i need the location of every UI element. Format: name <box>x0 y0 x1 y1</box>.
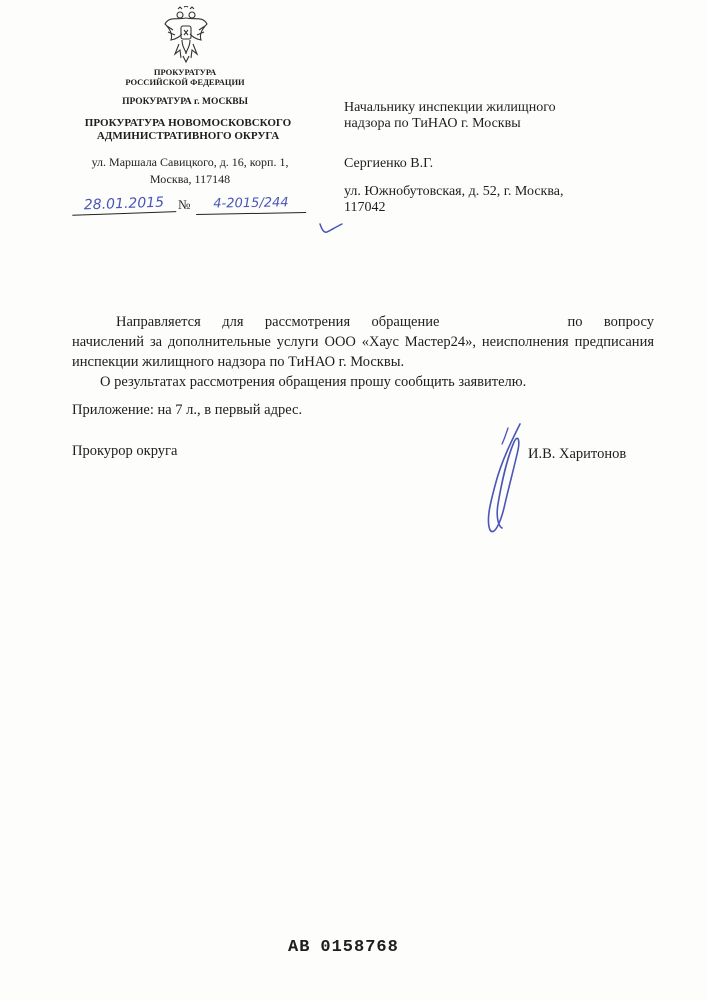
reference-date: 28.01.2015 <box>72 194 177 216</box>
letter-body <box>72 312 654 392</box>
addressee-title-line1: Начальнику инспекции жилищного <box>344 100 556 115</box>
reference-number: 4-2015/244 <box>196 195 306 215</box>
sender-address <box>70 154 310 188</box>
serial-digits: 0158768 <box>320 938 399 957</box>
org-header <box>110 68 260 88</box>
org-line1: ПРОКУРАТУРА <box>153 67 217 77</box>
attachment-note: Приложение: на 7 л., в первый адрес. <box>72 402 303 418</box>
serial-prefix: АВ <box>288 938 311 957</box>
body-paragraph-1 <box>72 312 654 372</box>
city-office: ПРОКУРАТУРА г. МОСКВЫ <box>122 97 248 107</box>
addressee-name: Сергиенко В.Г. <box>344 156 434 172</box>
addressee-title-line2: надзора по ТиНАО г. Москвы <box>344 116 521 132</box>
double-headed-eagle-icon <box>163 6 209 64</box>
handwritten-signature-icon <box>482 420 528 538</box>
addressee-title <box>344 100 644 132</box>
sender-address-line2: Москва, 117148 <box>149 171 231 186</box>
paragraph-1-rest: по вопросу начислений за дополнительные услуги ООО «Хаус Мастер24», неисполнения предписания инспекции жилищного надзора по ТиНАО г. Москвы. <box>72 314 654 370</box>
form-serial-number <box>288 938 399 957</box>
number-sign: № <box>178 197 191 212</box>
paragraph-1-start: Направляется для рассмотрения обращение <box>116 314 440 330</box>
signer-name: И.В. Харитонов <box>528 446 627 462</box>
reference-line <box>72 196 308 216</box>
check-mark-icon <box>318 220 344 236</box>
body-paragraph-2: О результатах рассмотрения обращения прошу сообщить заявителю. <box>100 374 527 390</box>
addressee-address-line1: ул. Южнобутовская, д. 52, г. Москва, <box>344 184 564 200</box>
district-line1: ПРОКУРАТУРА НОВОМОСКОВСКОГО <box>84 117 292 129</box>
sender-address-line1: ул. Маршала Савицкого, д. 16, корп. 1, <box>91 155 289 169</box>
district-line2: АДМИНИСТРАТИВНОГО ОКРУГА <box>96 129 280 142</box>
signer-position: Прокурор округа <box>72 443 178 459</box>
addressee-block <box>344 100 644 216</box>
addressee-address-line2: 117042 <box>344 200 386 216</box>
org-line2: РОССИЙСКОЙ ФЕДЕРАЦИИ <box>125 76 245 87</box>
district-office <box>68 117 308 142</box>
addressee-address <box>344 184 644 216</box>
